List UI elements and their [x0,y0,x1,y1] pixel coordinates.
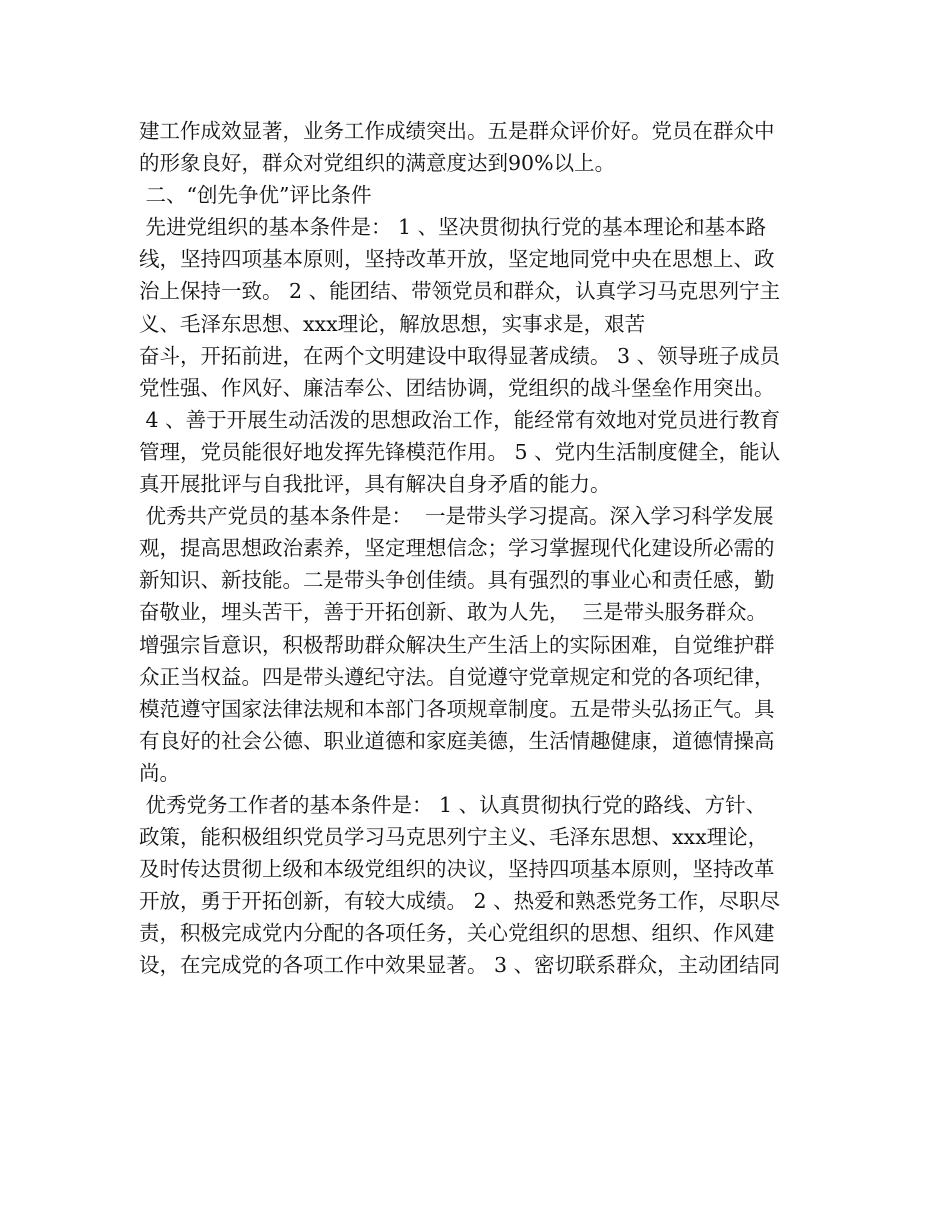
text-line: 奋斗，开拓前进，在两个文明建设中取得显著成绩。 3 、领导班子成员 [139,343,781,368]
text-line: 观，提高思想政治素养，坚定理想信念；学习掌握现代化建设所必需的 [139,536,775,561]
text-line: 的形象良好，群众对党组织的满意度达到90%以上。 [139,151,616,176]
section-heading: 二、“创先争优”评比条件 [139,183,372,208]
body-text [139,115,814,982]
text-line: 众正当权益。四是带头遵纪守法。自觉遵守党章规定和党的各项纪律， [139,664,775,689]
text-line: 真开展批评与自我批评，具有解决自身矛盾的能力。 [139,472,611,497]
text-line: 优秀共产党员的基本条件是： 一是带头学习提高。深入学习科学发展 [139,504,774,529]
text-line: 政策，能积极组织党员学习马克思列宁主义、毛泽东思想、xxx理论， [139,825,769,850]
text-line: 有良好的社会公德、职业道德和家庭美德，生活情趣健康，道德情操高 [139,728,775,753]
text-line: 优秀党务工作者的基本条件是： 1 、认真贯彻执行党的路线、方针、 [139,792,767,817]
text-line: 治上保持一致。 2 、能团结、带领党员和群众，认真学习马克思列宁主 [139,279,781,304]
text-line: 先进党组织的基本条件是： 1 、坚决贯彻执行党的基本理论和基本路 [139,215,767,240]
text-line: 4 、善于开展生动活泼的思想政治工作，能经常有效地对党员进行教育 [139,407,781,432]
text-line: 增强宗旨意识，积极帮助群众解决生产生活上的实际困难，自觉维护群 [139,632,775,657]
text-line: 及时传达贯彻上级和本级党组织的决议，坚持四项基本原则，坚持改革 [139,857,775,882]
text-line: 设，在完成党的各项工作中效果显著。 3 、密切联系群众，主动团结同 [139,953,781,978]
text-line: 党性强、作风好、廉洁奉公、团结协调，党组织的战斗堡垒作用突出。 [139,375,775,400]
text-line: 开放，勇于开拓创新，有较大成绩。 2 、热爱和熟悉党务工作，尽职尽 [139,889,781,914]
text-line: 线，坚持四项基本原则，坚持改革开放，坚定地同党中央在思想上、政 [139,247,775,272]
text-line: 责，积极完成党内分配的各项任务，关心党组织的思想、组织、作风建 [139,921,775,946]
text-line: 奋敬业，埋头苦干，善于开拓创新、敢为人先， 三是带头服务群众。 [139,600,768,625]
text-line: 建工作成效显著，业务工作成绩突出。五是群众评价好。党员在群众中 [139,119,775,143]
text-line: 尚。 [139,760,180,785]
text-line: 新知识、新技能。二是带头争创佳绩。具有强烈的事业心和责任感，勤 [139,568,775,593]
text-line: 义、毛泽东思想、xxx理论，解放思想，实事求是，艰苦 [139,311,646,336]
text-line: 模范遵守国家法律法规和本部门各项规章制度。五是带头弘扬正气。具 [139,696,775,721]
text-line: 管理，党员能很好地发挥先锋模范作用。 5 、党内生活制度健全，能认 [139,439,781,464]
